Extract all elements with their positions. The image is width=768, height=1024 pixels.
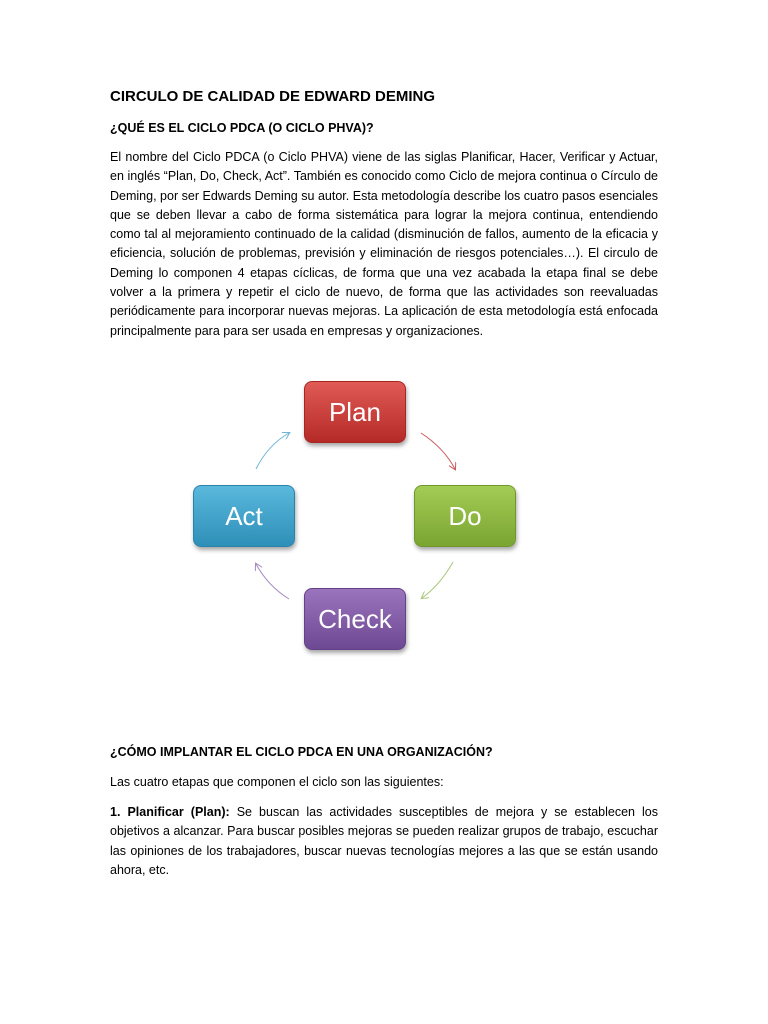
arrow-check-to-act <box>256 564 289 599</box>
act-stage-box <box>193 485 295 547</box>
document-title: CIRCULO DE CALIDAD DE EDWARD DEMING <box>110 88 435 105</box>
check-stage-label: Check <box>318 603 392 634</box>
stages-intro-text: Las cuatro etapas que componen el ciclo son las siguientes: <box>110 775 444 789</box>
arrow-plan-to-do <box>421 433 455 469</box>
step-1-label: 1. Planificar (Plan): <box>110 805 230 819</box>
arrow-act-to-plan <box>256 433 289 469</box>
arrow-do-to-check <box>422 562 453 598</box>
do-stage-label: Do <box>448 500 482 531</box>
intro-paragraph: El nombre del Ciclo PDCA (o Ciclo PHVA) viene de las siglas Planificar, Hacer, Verificar y Actuar, en inglés “Plan, Do, Check, Act”. También es conocido como Ciclo de mejora continua o Círculo de Deming, por ser Edwards Deming su autor. Esta metodología describe los cuatro pasos esenciales que se deben llevar a cabo de forma sistemática para lograr la mejora continua, entendiendo como tal al mejoramiento continuado de la calidad (disminución de fallos, aumento de la eficacia y eficiencia, solución de problemas, previsión y eliminación de riesgos potenciales…). El circulo de Deming lo componen 4 etapas cíclicas, de forma que una vez acabada la etapa final se debe volver a la primera y repetir el ciclo de nuevo, de forma que las actividades son reevaluadas periódicamente para incorporar nuevas mejoras. La aplicación de esta metodología está enfocada principalmente para para ser usada en empresas y organizaciones. <box>110 150 658 338</box>
act-stage-label: Act <box>225 500 263 531</box>
section-heading-how-to-implement: ¿CÓMO IMPLANTAR EL CICLO PDCA EN UNA ORGANIZACIÓN? <box>110 745 493 759</box>
plan-stage-box <box>304 381 406 443</box>
do-stage-box <box>414 485 516 547</box>
step-1-text: Se buscan las actividades susceptibles de mejora y se establecen los objetivos a alcanzar. Para buscar posibles mejoras se pueden realizar grupos de trabajo, escuchar las opiniones de los trabajadores, buscar nuevas tecnologías mejores a las que se están usando ahora, etc. <box>110 805 659 877</box>
check-stage-box <box>304 588 406 650</box>
section-heading-what-is-pdca: ¿QUÉ ES EL CICLO PDCA (O CICLO PHVA)? <box>110 121 374 135</box>
plan-stage-label: Plan <box>328 396 382 427</box>
step-1-paragraph <box>110 803 658 880</box>
